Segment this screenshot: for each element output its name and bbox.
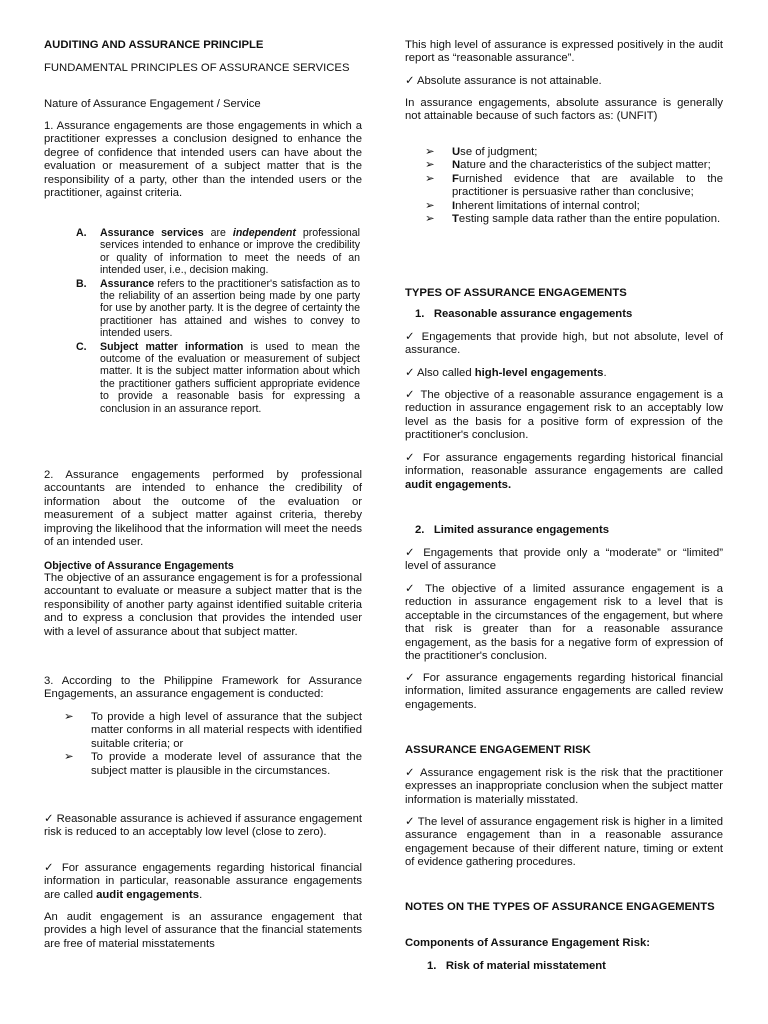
limited-check-1: ✓ Engagements that provide only a “moderate” or “limited” level of assurance (405, 547, 723, 573)
paragraph-1: 1. Assurance engagements are those engagements in which a practitioner expresses a conclusion designed to enhance the degree of confidence that intended users can have about the evaluation or measurement of a subject matter that is the responsibility of a party, other than the intended users or the practitioner, against criteria. (44, 120, 362, 200)
definition-term: Assurance (100, 277, 155, 290)
component-1: 1. Risk of material misstatement (427, 960, 606, 972)
conduct-item: ➢ To provide a high level of assurance that the subject matter conforms in all material respects with identified suitable criteria; or (64, 711, 362, 750)
arrow-bullet-icon: ➢ (425, 146, 435, 158)
definition-text: refers to the practitioner's satisfaction as to the reliability of an assertion being made by one party for use by another party. It is the degree of certainty the practitioner has attained and wishes to convey to intended users. (100, 277, 360, 340)
unfit-intro: In assurance engagements, absolute assurance is generally not attainable because of such factors as: (UNFIT) (405, 97, 723, 123)
unfit-item: ➢ Use of judgment; (425, 146, 538, 158)
paragraph-3: 3. According to the Philippine Framework for Assurance Engagements, an assurance engagement is conducted: (44, 675, 362, 701)
definition-text: professional services intended to enhance or improve the credibility or quality of information to meet the needs of an intended user, i.e., decision making. (100, 227, 360, 277)
definition-list (76, 227, 360, 415)
risk-check-1: ✓ Assurance engagement risk is the risk that the practitioner expresses an inappropriate conclusion when the subject matter information is materially misstated. (405, 767, 723, 806)
reasonable-check-4: ✓ For assurance engagements regarding historical financial information, reasonable assurance engagements are called audit engagements. (405, 452, 723, 491)
definition-marker: B. (76, 277, 87, 290)
arrow-bullet-icon: ➢ (64, 751, 74, 764)
risk-check-2: ✓ The level of assurance engagement risk is higher in a limited assurance engagement than in a reasonable assurance engagement because of their different nature, timing or extent of evidence gathering procedures. (405, 816, 723, 869)
unfit-item: ➢ Nature and the characteristics of the subject matter; (425, 159, 711, 172)
reasonable-check-2: ✓ Also called high-level engagements. (405, 367, 607, 379)
definition-emphasis: independent (232, 227, 296, 239)
arrow-bullet-icon: ➢ (64, 711, 74, 723)
definition-text: is used to mean the outcome of the evaluation or measurement of subject matter. It is the subject matter information about which the practitioner gathers sufficient appropriate evidence to provide a reasonable basis for expressing a conclusion in an assurance report. (100, 340, 360, 415)
definition-b (76, 278, 360, 340)
nature-heading: Nature of Assurance Engagement / Service (44, 98, 261, 110)
limited-check-2: ✓ The objective of a limited assurance engagement is a reduction in assurance engagement risk to a level that is acceptable in the circumstances of the engagement, but where that risk is greater than for a reasonable assurance engagement, as the basis for a negative form of expression of the practitioner's conclusion. (405, 583, 723, 663)
definition-term: Subject matter information (100, 340, 244, 353)
components-heading: Components of Assurance Engagement Risk: (405, 937, 651, 949)
objective-text: The objective of an assurance engagement is for a professional accountant to evaluate or measure a subject matter that is the responsibility of another party against identified suitable criteria and to express a conclusion that provides the intended user with a level of assurance about that subject matter. (44, 572, 362, 638)
high-level-text: This high level of assurance is expressed positively in the audit report as “reasonable assurance”. (405, 39, 723, 65)
unfit-item: ➢ Testing sample data rather than the entire population. (425, 213, 721, 226)
section-subtitle: FUNDAMENTAL PRINCIPLES OF ASSURANCE SERVICES (44, 62, 350, 74)
definition-c (76, 341, 360, 415)
objective-heading: Objective of Assurance Engagements (44, 560, 234, 572)
risk-heading: ASSURANCE ENGAGEMENT RISK (405, 744, 591, 756)
definition-marker: A. (76, 227, 87, 239)
notes-heading: NOTES ON THE TYPES OF ASSURANCE ENGAGEMENTS (405, 901, 715, 913)
limited-heading: 2. Limited assurance engagements (415, 524, 609, 536)
reasonable-check-1: ✓ Engagements that provide high, but not absolute, level of assurance. (405, 331, 723, 357)
conduct-list (64, 711, 362, 778)
limited-check-3: ✓ For assurance engagements regarding historical financial information, limited assurance engagements are called review engagements. (405, 672, 723, 711)
check-audit-engagements: ✓ For assurance engagements regarding historical financial information in particular, reasonable assurance engagements are called audit engagements. (44, 862, 362, 901)
definition-marker: C. (76, 340, 87, 353)
audit-engagement-text: An audit engagement is an assurance engagement that provides a high level of assurance that the financial statements are free of material misstatements (44, 911, 362, 950)
types-heading: TYPES OF ASSURANCE ENGAGEMENTS (405, 287, 627, 299)
arrow-bullet-icon: ➢ (425, 172, 435, 185)
check-reasonable-assurance: ✓ Reasonable assurance is achieved if assurance engagement risk is reduced to an acceptably low level (close to zero). (44, 813, 362, 839)
reasonable-check-3: ✓ The objective of a reasonable assurance engagement is a reduction in assurance engagement risk to an acceptably low level as the basis for a positive form of expression of the practitioner's conclusion. (405, 389, 723, 442)
unfit-item: ➢ Inherent limitations of internal control; (425, 199, 640, 212)
check-absolute-assurance: ✓ Absolute assurance is not attainable. (405, 75, 602, 87)
document-title: AUDITING AND ASSURANCE PRINCIPLE (44, 39, 264, 51)
arrow-bullet-icon: ➢ (425, 159, 435, 172)
definition-a: A. Assurance services are independent professional services intended to enhance or improve the credibility or quality of information to meet the needs of an intended user, i.e., decision making. (76, 227, 360, 277)
paragraph-2: 2. Assurance engagements performed by professional accountants are intended to enhance the credibility of information about the outcome of the evaluation or measurement of a subject matter against criteria, thereby improving the likelihood that the information will meet the needs of an intended user. (44, 469, 362, 549)
reasonable-heading: 1. Reasonable assurance engagements (415, 308, 633, 320)
definition-term: Assurance services (100, 227, 204, 239)
unfit-item: ➢ Furnished evidence that are available to the practitioner is persuasive rather than conclusive; (425, 172, 723, 199)
conduct-item: ➢ To provide a moderate level of assurance that the subject matter is plausible in the circumstances. (64, 751, 362, 777)
arrow-bullet-icon: ➢ (425, 213, 435, 226)
arrow-bullet-icon: ➢ (425, 199, 435, 212)
unfit-list (425, 146, 723, 226)
